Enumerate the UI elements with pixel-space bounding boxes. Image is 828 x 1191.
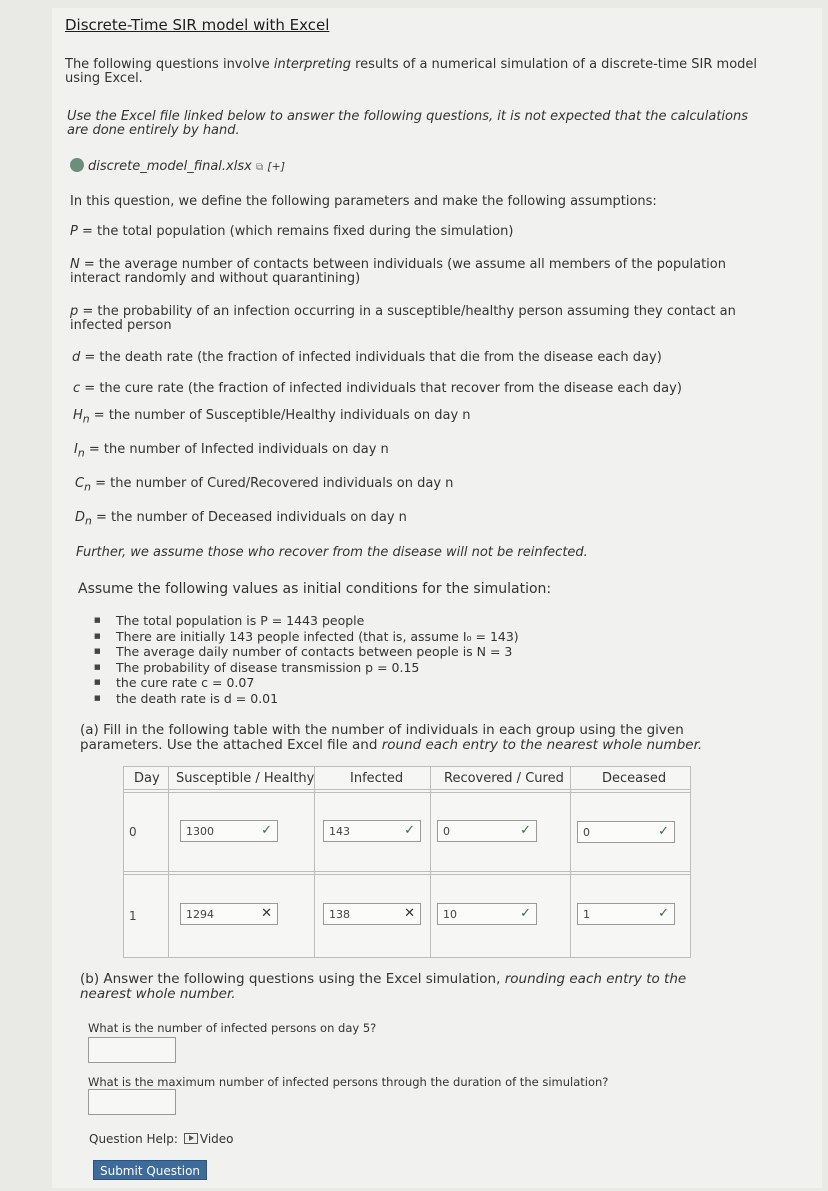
reinfection-note: Further, we assume those who recover from the disease will not be reinfected. [76, 545, 588, 560]
def-small-p: p = the probability of an infection occurring in a susceptible/healthy person assuming they contact an infected person [70, 304, 736, 333]
susceptible-input[interactable]: 1300 ✓ [180, 820, 278, 842]
incorrect-x-icon: ✕ [261, 906, 272, 921]
answer-input-q1[interactable] [88, 1037, 176, 1063]
header-deceased: Deceased [602, 771, 667, 786]
incorrect-x-icon: ✕ [404, 906, 415, 921]
file-link[interactable]: discrete_model_final.xlsx ⧉ [+] [70, 158, 285, 174]
def-in: $I_n$ = the number of Infected individuals on day n [74, 442, 389, 460]
correct-check-icon: ✓ [261, 823, 272, 838]
initial-conditions-heading: Assume the following values as initial conditions for the simulation: [78, 581, 552, 597]
answer-input-q2[interactable] [88, 1089, 176, 1115]
day-cell: 1 [129, 909, 137, 923]
correct-check-icon: ✓ [658, 824, 669, 839]
condition-item: ■ The total population is P = 1443 people [92, 613, 519, 629]
question-help: Question Help: Video [89, 1132, 234, 1146]
content-area [52, 8, 822, 1188]
correct-check-icon: ✓ [404, 823, 415, 838]
def-hn: $H_n$ = the number of Susceptible/Healthy individuals on day n [73, 408, 471, 426]
recovered-input[interactable]: 10 ✓ [437, 903, 537, 925]
condition-item: ■ The average daily number of contacts between people is N = 3 [92, 644, 519, 660]
def-n: N = the average number of contacts between individuals (we assume all members of the population interact randomly and without quarantining) [70, 257, 726, 286]
page-title: Discrete-Time SIR model with Excel [65, 16, 330, 34]
header-day: Day [134, 771, 160, 786]
submit-button[interactable]: Submit Question [93, 1160, 207, 1180]
expand-link[interactable]: [+] [267, 160, 286, 173]
condition-item: ■ There are initially 143 people infected (that is, assume I₀ = 143) [92, 629, 519, 645]
video-icon [184, 1133, 198, 1144]
excel-note: Use the Excel file linked below to answer the following questions, it is not expected that the calculations are done entirely by hand. [67, 109, 749, 138]
condition-item: ■ The probability of disease transmission p = 0.15 [92, 660, 519, 676]
header-susceptible: Susceptible / Healthy [176, 771, 315, 786]
susceptible-input[interactable]: 1294 ✕ [180, 903, 278, 925]
definitions-intro: In this question, we define the following parameters and make the following assumptions: [70, 194, 657, 209]
part-a-instructions: (a) Fill in the following table with the number of individuals in each group using the given parameters. Use the attached Excel file and round each entry to the nearest whole number. [80, 722, 703, 753]
day-cell: 0 [129, 825, 137, 839]
attachment-icon [70, 158, 84, 172]
def-dn: $D_n$ = the number of Deceased individuals on day n [75, 510, 407, 528]
infected-input[interactable]: 138 ✕ [323, 903, 421, 925]
intro-paragraph: The following questions involve interpreting results of a numerical simulation of a discrete-time SIR model using Excel. [65, 57, 758, 86]
deceased-input[interactable]: 1 ✓ [577, 903, 675, 925]
results-table [123, 766, 691, 958]
external-link-icon: ⧉ [255, 162, 264, 173]
question-1-label: What is the number of infected persons on day 5? [88, 1021, 377, 1035]
correct-check-icon: ✓ [658, 906, 669, 921]
correct-check-icon: ✓ [520, 823, 531, 838]
condition-item: ■ the death rate is d = 0.01 [92, 691, 519, 707]
conditions-list [92, 613, 519, 706]
header-infected: Infected [350, 771, 404, 786]
deceased-input[interactable]: 0 ✓ [577, 821, 675, 843]
header-recovered: Recovered / Cured [444, 771, 564, 786]
correct-check-icon: ✓ [520, 906, 531, 921]
def-cn: $C_n$ = the number of Cured/Recovered individuals on day n [75, 476, 454, 494]
condition-item: ■ the cure rate c = 0.07 [92, 675, 519, 691]
infected-input[interactable]: 143 ✓ [323, 820, 421, 842]
recovered-input[interactable]: 0 ✓ [437, 820, 537, 842]
part-b-instructions: (b) Answer the following questions using the Excel simulation, rounding each entry to the nearest whole number. [80, 971, 687, 1002]
video-link[interactable]: Video [199, 1132, 234, 1146]
def-c: c = the cure rate (the fraction of infected individuals that recover from the disease each day) [73, 381, 682, 396]
def-d: d = the death rate (the fraction of infected individuals that die from the disease each day) [72, 350, 662, 365]
question-2-label: What is the maximum number of infected persons through the duration of the simulation? [88, 1075, 609, 1089]
def-p: P = the total population (which remains fixed during the simulation) [70, 224, 514, 239]
